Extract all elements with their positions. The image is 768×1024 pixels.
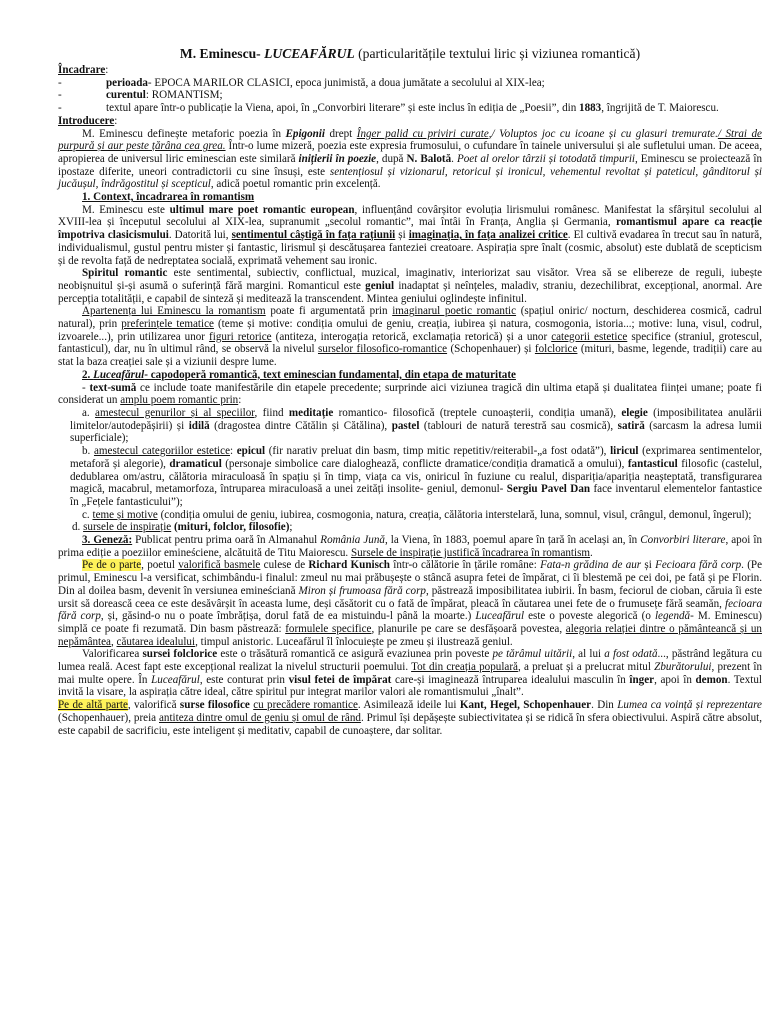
highlight-pe-de-alta-parte: Pe de altă parte bbox=[58, 699, 128, 712]
incadrare-item: - perioada- EPOCA MARILOR CLASICI, epoca junimistă, a doua jumătate a secolului al XIX-lea; bbox=[58, 76, 545, 89]
highlight-pe-de-o-parte: Pe de o parte bbox=[82, 559, 142, 572]
section3-intro: 3. Geneză: Publicat pentru prima oară în Almanahul România Jună, la Viena, în 1883, poemul apare în țară în același an, în Convorbiri literare, apoi în prima ediție a poeziilor emineściene, alcătuită de Titu Maiorescu. Sursele de inspirație justifică încadrarea în romantism. bbox=[58, 534, 763, 559]
introducere-paragraph: M. Eminescu definește metaforic poezia în Epigonii drept Înger palid cu priviri curate,/ Voluptos joc cu icoane și cu glasuri tremurate./ Strai de purpură și aur peste țărâna cea grea. Într-o lume mizeră, poezia este expresia frumosului, o cufundare în tainele universului și ale sufletului uman. De aceea, apropierea de universul liric eminescian este similară inițierii în poezie, după N. Balotă. Poet al orelor târzii și totodată timpurii, Eminescu se proiectează în ipostaze diferite, uneori contradictorii cu sine însuși, este sentențiosul și vizionarul, retoricul și ironicul, vehementul revoltat și pateticul, gânditorul și jucăușul, îndrăgostitul și scepticul, adică poetul romantic prin excelență. bbox=[58, 127, 763, 191]
title-work: LUCEAFĂRUL bbox=[264, 46, 355, 61]
section1-paragraph: M. Eminescu este ultimul mare poet romantic european, influențând covârșitor evoluția lirismului românesc. Manifestat la sfârșitul secolului al XVIII-lea și începutul secolului al XIX-lea, supranumit „secolul romantic”, mai întâi în Franța, Anglia și Germania, romantismul apare ca reacție împotriva clasicismului. Datorită lui, sentimentul câștigă în fața rațiunii și imaginația, în fața analizei critice. El cultivă evadarea în trecut sau în natură, individualismul, gustul pentru mister și fantastic, lirismul și descătușarea fanteziei creatoare. Aspirația spre înalt (cosmic, absolut) este dublată de scepticism și de revolta față de nedreptatea socială, exprimată vehement sau ironic. bbox=[58, 203, 763, 267]
section1-paragraph: Apartenența lui Eminescu la romantism poate fi argumentată prin imaginarul poetic romantic (spațiul oniric/ nocturn, deschiderea cosmică, cadrul natural), prin preferințele tematice (teme și motive: condiția omului de geniu, creația, iubirea și natura, cosmogonia, istoria...; motive: luna, visul, codrul, izvoarele...), prin utilizarea unor figuri retorice (antiteza, interogația retorică, exclamația retorică) și a unor categorii estetice specifice (straniul, grotescul, fantasticul), dar, nu în ultimul rând, se observă la nivelul surselor filosofico-romantice (Schopenhauer) și folclorice (mituri, basme, legende, tradiții) care au stat la baza creației sale și a viziunii despre lume. bbox=[58, 305, 763, 369]
section3-paragraph-folclor: Valorificarea sursei folclorice este o trăsătură romantică ce asigură evaziunea prin poveste pe tărâmul uitării, al lui a fost odată..., păstrând legătura cu lumea reală. Acest fapt este excepțional realizat la nivelul structurii poemului. Tot din creația populară, a preluat și a prelucrat mitul Zburătorului, prezent în mai multe opere. În Luceafărul, este conturat prin visul fetei de împărat care-și imaginează întruparea idealului masculin în înger, apoi în demon. Textul invită la visare, la aspirația către ideal, către spiritul pur integrat marilor valori ale romantismului „înalt”. bbox=[58, 648, 763, 699]
section2-point-a: a. amestecul genurilor și al speciilor, fiind meditație romantico- filosofică (treptele cunoașterii, condiția umană), elegie (imposibilitatea anulării limitelor/autodepășirii) și idilă (dragostea dintre Cătălin și Cătălina), pastel (tablouri de natură terestră sau cosmică), satiră (sarcasm la adresa lumii superficiale); bbox=[70, 406, 762, 445]
section1-paragraph: Spiritul romantic este sentimental, subiectiv, conflictual, muzical, imaginativ, interiorizat sau visător. Vrea să se elibereze de reguli, iubește neobișnuitul și-și asumă o suferință fără margini. Romanticul este geniul inadaptat și neînțeles, maladiv, straniu, dezechilibrat, excepțional, anormal. Are percepția totalității, e capabil de sinteză și meditează la transcendent. Mintea geniului oglindește infinitul. bbox=[58, 267, 763, 305]
incadrare-heading: Încadrare: bbox=[58, 64, 109, 76]
section1-heading: 1. Context, încadrarea în romantism bbox=[82, 191, 255, 204]
title-subtitle: (particularitățile textului liric și viziunea romantică) bbox=[354, 46, 641, 61]
title-author: M. Eminescu- bbox=[179, 46, 265, 61]
incadrare-item: - curentul: ROMANTISM; bbox=[58, 89, 223, 102]
section2-point-c: c. teme și motive (condiția omului de geniu, iubirea, cosmogonia, natura, creația, călătoria interstelară, luna, somnul, visul, crângul, demonul, îngerul); bbox=[82, 508, 752, 521]
section3-paragraph-basme: Pe de o parte, poetul valorifică basmele culese de Richard Kunisch într-o călătorie în țările române: Fata-n grădina de aur și Fecioara fără corp. (Pe primul, Eminescu l-a versificat, schimbându-i finalul: zmeul nu mai prăbușește o stâncă asupra fetei de împărat, ci îi blestemă pe cei doi, pe fată și pe Florin. Din al doilea basm, devenit în versiunea emineściană Miron și frumoasa fără corp, păstrează imposibilitatea iubirii. În basm, feciorul de cioban, căruia îi este ursit să dorească ceea ce este desăvârșit în aceasta lume, deși căsătorit cu o fată de împărat, pleacă în căutarea unei fete de o frumusețe fără seamăn, fecioara fără corp, și, găsind-o nu o poate îmbrățișa, dorul fată de ea mistuindu-l până la moarte.) Luceafărul este o poveste alegorică (o legendă- M. Eminescu) simplă ce poate fi rezumată. Din basm păstrează: formulele specifice, planurile pe care se desfășoară povestea, alegoria relației dintre o pământeancă și un nepământea, căutarea idealului, timpul anistoric. Luceafărul îl înlocuiește pe zmeu și ilustrează geniul. bbox=[58, 559, 763, 648]
page-title bbox=[58, 46, 762, 62]
section2-point-b: b. amestecul categoriilor estetice: epicul (fir narativ preluat din basm, timp mitic repetitiv/reiterabil-„a fost odată”), liricul (exprimarea sentimentelor, metaforă și alegorie), dramaticul (personaje simbolice care dialoghează, conflicte dramatice/condiția dramatică a omului), fantasticul filosofic (castelul, dedublarea om/astru, călătoria miraculoasă în spațiu și în timp, viața ca vis, oniricul în fuziune cu realul, dispariția/apariția neașteptată, transfigurarea magică, macabrul, metamorfoza, întruparea miraculoasă a unei zeități insolite- geniul, demonul- Sergiu Pavel Dan face inventarul elementelor fantastice în „Fețele fantasticului”); bbox=[70, 445, 763, 508]
introducere-heading: Introducere: bbox=[58, 114, 118, 127]
section2-intro: - text-sumă ce include toate manifestările din etapele precedente; surprinde aici viziunea tragică din ultima etapă și dualitatea ființei umane; poate fi considerat un amplu poem romantic prin: bbox=[58, 381, 762, 407]
incadrare-item: - textul apare într-o publicație la Viena, apoi, în „Convorbiri literare” și este inclus în ediția de „Poesii”, din 1883, îngrijită de T. Maiorescu. bbox=[58, 102, 719, 115]
section3-paragraph-filosofie: Pe de altă parte, valorifică surse filosofice cu precădere romantice. Asimilează ideile lui Kant, Hegel, Schopenhauer. Din Lumea ca voință și reprezentare (Schopenhauer), preia antiteza dintre omul de geniu și omul de rând. Primul își depășește subiectivitatea și se ridică în sfera obiectivului. Aspiră către absolut, este capabil de sacrificiu, este inteligent și meditativ, capabil de cunoaștere, dar solitar. bbox=[58, 699, 762, 737]
section2-heading: 2. Luceafărul- capodoperă romantică, text eminescian fundamental, din etapa de maturitate bbox=[82, 368, 516, 381]
section2-point-d: d. sursele de inspirație (mituri, folclor, filosofie); bbox=[72, 521, 293, 534]
